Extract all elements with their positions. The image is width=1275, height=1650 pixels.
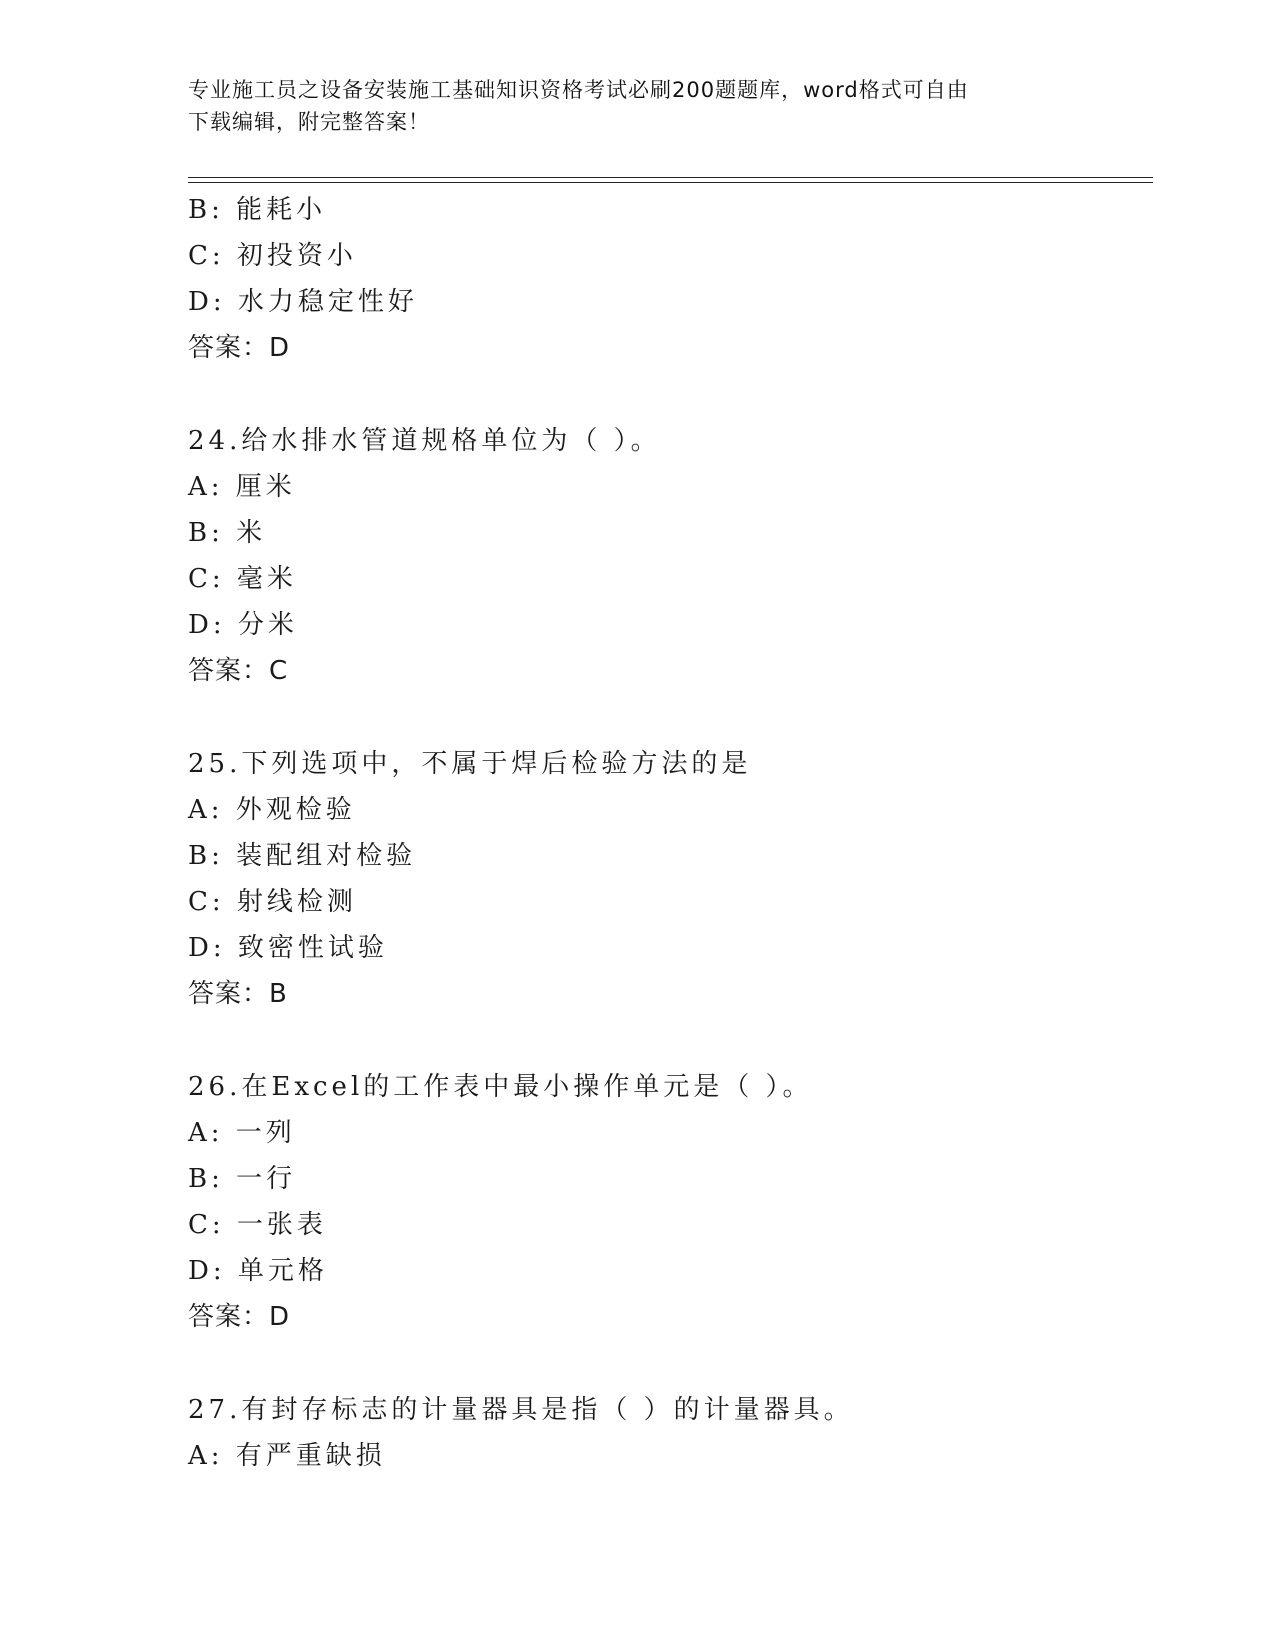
question-text: 25.下列选项中，不属于焊后检验方法的是 <box>188 749 752 779</box>
question-block <box>188 741 1148 1017</box>
answer-option: A: 外观检验 <box>188 795 356 825</box>
question-block <box>188 418 1148 694</box>
question-block <box>188 1387 1148 1479</box>
header-line-1: 专业施工员之设备安装施工基础知识资格考试必刷200题题库，word格式可自由 <box>188 78 969 102</box>
answer-option: C: 一张表 <box>188 1210 327 1240</box>
header-line-2: 下载编辑，附完整答案！ <box>188 110 430 134</box>
answer-option: C: 毫米 <box>188 564 297 594</box>
block-spacer <box>188 694 1148 741</box>
document-header <box>188 74 1068 138</box>
answer-option: D: 致密性试验 <box>188 933 388 963</box>
question-list <box>188 187 1148 1479</box>
answer-option: A: 有严重缺损 <box>188 1441 386 1471</box>
question-block <box>188 187 1148 371</box>
answer-option: B: 米 <box>188 518 267 548</box>
answer-option: D: 单元格 <box>188 1256 328 1286</box>
answer-option: D: 水力稳定性好 <box>188 287 418 317</box>
question-text: 26.在Excel的工作表中最小操作单元是（ ）。 <box>188 1072 813 1102</box>
correct-answer: 答案：D <box>188 333 291 363</box>
answer-option: C: 初投资小 <box>188 241 357 271</box>
correct-answer: 答案：D <box>188 1302 291 1332</box>
answer-option: B: 装配组对检验 <box>188 841 417 871</box>
question-text: 27.有封存标志的计量器具是指（ ）的计量器具。 <box>188 1395 854 1425</box>
block-spacer <box>188 1340 1148 1387</box>
answer-option: A: 一列 <box>188 1118 296 1148</box>
header-divider-top <box>188 177 1153 178</box>
question-block <box>188 1064 1148 1340</box>
correct-answer: 答案：C <box>188 656 289 686</box>
correct-answer: 答案：B <box>188 979 288 1009</box>
question-text: 24.给水排水管道规格单位为（ ）。 <box>188 426 661 456</box>
block-spacer <box>188 1017 1148 1064</box>
answer-option: D: 分米 <box>188 610 298 640</box>
header-divider-bottom <box>188 182 1153 183</box>
answer-option: B: 能耗小 <box>188 195 327 225</box>
block-spacer <box>188 371 1148 418</box>
answer-option: C: 射线检测 <box>188 887 357 917</box>
answer-option: A: 厘米 <box>188 472 296 502</box>
answer-option: B: 一行 <box>188 1164 297 1194</box>
